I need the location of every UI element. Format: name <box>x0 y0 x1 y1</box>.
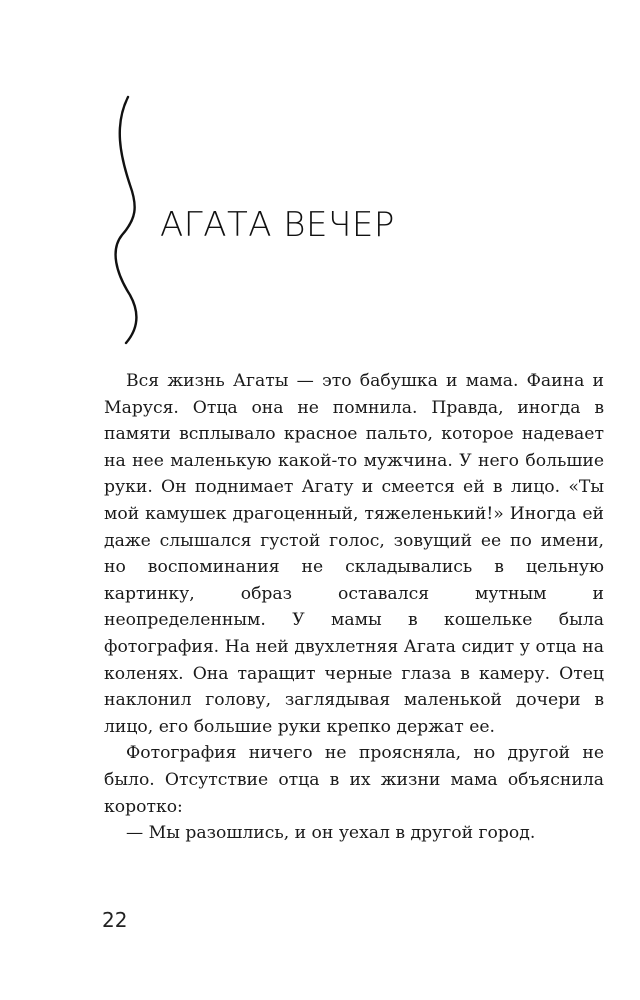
paragraph: — Мы разошлись, и он уехал в другой город. <box>126 823 536 844</box>
paragraph: Фотография ничего не проясняла, но другой не было. Отсутствие отца в их жизни мама объяснила коротко: <box>104 743 604 817</box>
chapter-title: АГАТА ВЕЧЕР <box>160 205 395 245</box>
body-text <box>104 368 604 847</box>
page-number: 22 <box>102 908 128 932</box>
wavy-line-icon <box>100 95 160 345</box>
paragraph: Вся жизнь Агаты — это бабушка и мама. Фаина и Маруся. Отца она не помнила. Правда, иногда в памяти всплывало красное пальто, которое надевает на нее маленькую какой-то мужчина. У него большие руки. Он поднимает Агату и смеется ей в лицо. «Ты мой камушек драгоценный, тяжеленький!» Иногда ей даже слышался густой голос, зовущий ее по имени, но воспоминания не складывались в цельную картинку, образ оставался мутным и неопределенным. У мамы в кошельке была фотография. На ней двухлетняя Агата сидит у отца на коленях. Она таращит черные глаза в камеру. Отец наклонил голову, заглядывая маленькой дочери в лицо, его большие руки крепко держат ее. <box>104 371 604 737</box>
